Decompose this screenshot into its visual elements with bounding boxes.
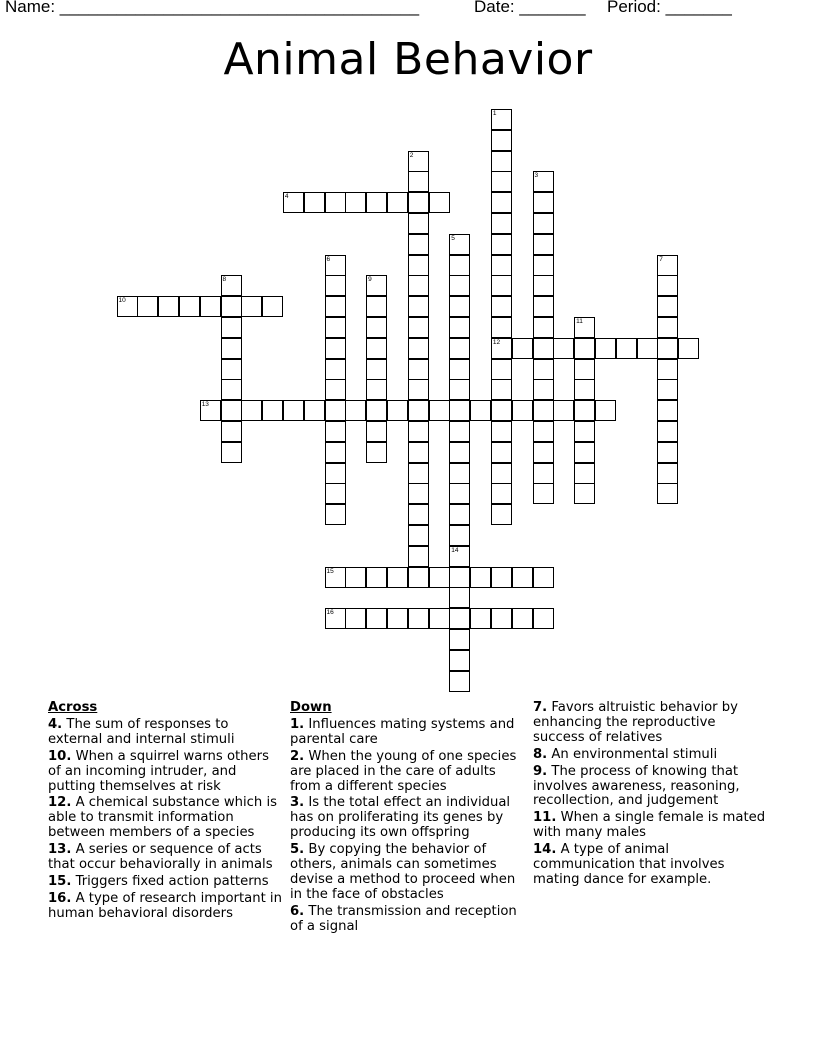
grid-cell[interactable] xyxy=(283,400,304,421)
grid-cell[interactable] xyxy=(533,255,554,276)
grid-cell[interactable] xyxy=(325,317,346,338)
across-clues xyxy=(48,701,284,924)
grid-cell[interactable] xyxy=(657,338,678,359)
clue-number: 12 xyxy=(492,338,501,346)
grid-cell[interactable] xyxy=(533,234,554,255)
grid-cell[interactable] xyxy=(221,400,242,421)
clue-across-10: 10. When a squirrel warns others of an incoming intruder, and putting themselves at risk xyxy=(48,748,269,794)
grid-cell[interactable] xyxy=(574,421,595,442)
clue-number: 15 xyxy=(326,567,334,575)
clue-number: 4 xyxy=(284,193,289,201)
grid-cell[interactable] xyxy=(574,400,595,421)
clue-number: 5 xyxy=(451,234,455,242)
grid-cell[interactable] xyxy=(387,608,408,629)
grid-cell[interactable] xyxy=(408,379,429,400)
grid-cell[interactable] xyxy=(449,442,470,463)
grid-cell[interactable] xyxy=(449,234,470,255)
grid-cell[interactable] xyxy=(533,213,554,234)
grid-cell[interactable] xyxy=(449,275,470,296)
grid-cell[interactable] xyxy=(304,400,325,421)
grid-cell[interactable] xyxy=(657,317,678,338)
grid-cell[interactable] xyxy=(429,567,450,588)
grid-cell[interactable] xyxy=(408,317,429,338)
clue-down-3: 3. Is the total effect an individual has on proliferating its genes by producing its own offspring xyxy=(290,795,511,841)
grid-cell[interactable] xyxy=(449,629,470,650)
grid-cell[interactable] xyxy=(387,400,408,421)
grid-cell[interactable] xyxy=(325,504,346,525)
clue-across-16: 16. A type of research important in human behavioral disorders xyxy=(48,890,282,921)
grid-cell[interactable] xyxy=(449,546,470,567)
grid-cell[interactable] xyxy=(491,109,512,130)
clue-number: 13 xyxy=(201,401,209,409)
name-field-label: Name: ______________________________________ xyxy=(5,0,420,16)
clue-down-9: 9. The process of knowing that involves awareness, reasoning, recollection, and judgement xyxy=(533,763,740,809)
grid-cell[interactable] xyxy=(408,608,429,629)
grid-cell[interactable] xyxy=(408,255,429,276)
grid-cell[interactable] xyxy=(449,671,470,692)
grid-cell[interactable] xyxy=(304,192,325,213)
grid-cell[interactable] xyxy=(491,400,512,421)
grid-cell[interactable] xyxy=(491,483,512,504)
grid-cell[interactable] xyxy=(345,567,366,588)
grid-cell[interactable] xyxy=(221,421,242,442)
grid-cell[interactable] xyxy=(491,442,512,463)
grid-cell[interactable] xyxy=(533,400,554,421)
grid-cell[interactable] xyxy=(449,421,470,442)
clue-down-11: 11. When a single female is mated with many males xyxy=(533,810,766,841)
grid-cell[interactable] xyxy=(449,650,470,671)
grid-cell[interactable] xyxy=(221,317,242,338)
clue-across-12: 12. A chemical substance which is able to transmit information between members of a species xyxy=(48,795,277,841)
grid-cell[interactable] xyxy=(366,608,387,629)
grid-cell[interactable] xyxy=(158,296,179,317)
clue-number: 11 xyxy=(576,318,583,325)
grid-cell[interactable] xyxy=(491,567,512,588)
clue-down-6: 6. The transmission and reception of a signal xyxy=(290,903,517,934)
grid-cell[interactable] xyxy=(408,359,429,380)
clue-number: 10 xyxy=(118,297,126,305)
grid-cell[interactable] xyxy=(533,608,554,629)
grid-cell[interactable] xyxy=(553,400,574,421)
grid-cell[interactable] xyxy=(449,379,470,400)
grid-cell[interactable] xyxy=(408,442,429,463)
clue-across-15: 15. Triggers fixed action patterns xyxy=(48,873,269,889)
grid-cell[interactable] xyxy=(241,296,262,317)
grid-cell[interactable] xyxy=(449,296,470,317)
grid-cell[interactable] xyxy=(470,400,491,421)
grid-cell[interactable] xyxy=(574,317,595,338)
grid-cell[interactable] xyxy=(657,483,678,504)
grid-cell[interactable] xyxy=(366,567,387,588)
grid-cell[interactable] xyxy=(491,192,512,213)
grid-cell[interactable] xyxy=(408,192,429,213)
grid-cell[interactable] xyxy=(470,608,491,629)
grid-cell[interactable] xyxy=(408,296,429,317)
grid-cell[interactable] xyxy=(241,400,262,421)
grid-cell[interactable] xyxy=(325,483,346,504)
clue-number: 2 xyxy=(409,151,414,159)
grid-cell[interactable] xyxy=(221,338,242,359)
grid-cell[interactable] xyxy=(449,338,470,359)
date-field-label: Date: _______ xyxy=(474,0,586,16)
page-title: Animal Behavior xyxy=(223,34,593,85)
grid-cell[interactable] xyxy=(449,463,470,484)
grid-cell[interactable] xyxy=(325,379,346,400)
clue-number: 16 xyxy=(326,609,334,617)
clue-down-2: 2. When the young of one species are placed in the care of adults from a different species xyxy=(290,748,517,794)
grid-cell[interactable] xyxy=(408,483,429,504)
clue-down-7: 7. Favors altruistic behavior by enhancing the reproductive success of relatives xyxy=(533,700,738,745)
grid-cell[interactable] xyxy=(491,296,512,317)
grid-cell[interactable] xyxy=(387,567,408,588)
grid-cell[interactable] xyxy=(221,359,242,380)
down-clues-column-2 xyxy=(533,701,769,890)
grid-cell[interactable] xyxy=(533,275,554,296)
grid-cell[interactable] xyxy=(262,400,283,421)
grid-cell[interactable] xyxy=(553,338,574,359)
clue-number: 3 xyxy=(534,172,539,180)
grid-cell[interactable] xyxy=(325,338,346,359)
grid-cell[interactable] xyxy=(491,379,512,400)
grid-cell[interactable] xyxy=(491,130,512,151)
grid-cell[interactable] xyxy=(657,255,678,276)
grid-cell[interactable] xyxy=(491,338,512,359)
grid-cell[interactable] xyxy=(325,421,346,442)
grid-cell[interactable] xyxy=(512,608,533,629)
clue-number: 9 xyxy=(368,276,372,284)
grid-cell[interactable] xyxy=(449,317,470,338)
clue-down-5: 5. By copying the behavior of others, animals can sometimes devise a method to proceed when in the face of obstacles xyxy=(290,842,516,902)
clue-number: 6 xyxy=(326,255,331,263)
grid-cell[interactable] xyxy=(657,400,678,421)
grid-cell[interactable] xyxy=(657,442,678,463)
grid-cell[interactable] xyxy=(429,608,450,629)
grid-cell[interactable] xyxy=(449,587,470,608)
grid-cell[interactable] xyxy=(345,400,366,421)
grid-cell[interactable] xyxy=(491,504,512,525)
grid-cell[interactable] xyxy=(325,608,346,629)
grid-cell[interactable] xyxy=(678,338,699,359)
grid-cell[interactable] xyxy=(574,483,595,504)
grid-cell[interactable] xyxy=(408,525,429,546)
clue-across-4: 4. The sum of responses to external and internal stimuli xyxy=(48,716,235,747)
grid-cell[interactable] xyxy=(533,317,554,338)
grid-cell[interactable] xyxy=(366,275,387,296)
grid-cell[interactable] xyxy=(533,483,554,504)
grid-cell[interactable] xyxy=(345,608,366,629)
grid-cell[interactable] xyxy=(200,400,221,421)
grid-cell[interactable] xyxy=(512,338,533,359)
grid-cell[interactable] xyxy=(449,483,470,504)
grid-cell[interactable] xyxy=(491,234,512,255)
grid-cell[interactable] xyxy=(325,255,346,276)
grid-cell[interactable] xyxy=(429,192,450,213)
grid-cell[interactable] xyxy=(408,567,429,588)
grid-cell[interactable] xyxy=(366,317,387,338)
grid-cell[interactable] xyxy=(533,463,554,484)
grid-cell[interactable] xyxy=(325,359,346,380)
grid-cell[interactable] xyxy=(449,504,470,525)
grid-cell[interactable] xyxy=(325,463,346,484)
grid-cell[interactable] xyxy=(657,463,678,484)
grid-cell[interactable] xyxy=(408,504,429,525)
grid-cell[interactable] xyxy=(345,192,366,213)
down-heading: Down xyxy=(290,700,332,715)
grid-cell[interactable] xyxy=(512,400,533,421)
grid-cell[interactable] xyxy=(449,255,470,276)
grid-cell[interactable] xyxy=(491,463,512,484)
grid-cell[interactable] xyxy=(408,213,429,234)
grid-cell[interactable] xyxy=(491,317,512,338)
grid-cell[interactable] xyxy=(574,442,595,463)
grid-cell[interactable] xyxy=(366,400,387,421)
down-clues-column-1 xyxy=(290,701,526,937)
grid-cell[interactable] xyxy=(533,338,554,359)
grid-cell[interactable] xyxy=(512,567,533,588)
grid-cell[interactable] xyxy=(117,296,138,317)
clue-across-13: 13. A series or sequence of acts that occur behaviorally in animals xyxy=(48,842,273,873)
grid-cell[interactable] xyxy=(657,379,678,400)
grid-cell[interactable] xyxy=(325,275,346,296)
grid-cell[interactable] xyxy=(366,379,387,400)
grid-cell[interactable] xyxy=(283,192,304,213)
grid-cell[interactable] xyxy=(533,421,554,442)
grid-cell[interactable] xyxy=(408,338,429,359)
grid-cell[interactable] xyxy=(637,338,658,359)
grid-cell[interactable] xyxy=(449,608,470,629)
grid-cell[interactable] xyxy=(262,296,283,317)
grid-cell[interactable] xyxy=(491,359,512,380)
grid-cell[interactable] xyxy=(449,525,470,546)
grid-cell[interactable] xyxy=(137,296,158,317)
grid-cell[interactable] xyxy=(387,192,408,213)
grid-cell[interactable] xyxy=(429,400,450,421)
grid-cell[interactable] xyxy=(470,567,491,588)
grid-cell[interactable] xyxy=(366,359,387,380)
clue-number: 7 xyxy=(659,255,663,263)
grid-cell[interactable] xyxy=(657,296,678,317)
grid-cell[interactable] xyxy=(221,275,242,296)
grid-cell[interactable] xyxy=(366,442,387,463)
grid-cell[interactable] xyxy=(491,151,512,172)
grid-cell[interactable] xyxy=(366,192,387,213)
clue-number: 8 xyxy=(222,276,227,284)
grid-cell[interactable] xyxy=(491,171,512,192)
grid-cell[interactable] xyxy=(491,421,512,442)
clue-down-14: 14. A type of animal communication that involves mating dance for example. xyxy=(533,842,725,887)
grid-cell[interactable] xyxy=(221,379,242,400)
grid-cell[interactable] xyxy=(491,255,512,276)
grid-cell[interactable] xyxy=(366,421,387,442)
clue-down-1: 1. Influences mating systems and parental care xyxy=(290,716,515,747)
grid-cell[interactable] xyxy=(574,338,595,359)
grid-cell[interactable] xyxy=(595,338,616,359)
grid-cell[interactable] xyxy=(616,338,637,359)
grid-cell[interactable] xyxy=(325,400,346,421)
grid-cell[interactable] xyxy=(325,567,346,588)
grid-cell[interactable] xyxy=(408,275,429,296)
grid-cell[interactable] xyxy=(533,379,554,400)
clue-number: 1 xyxy=(492,110,497,117)
grid-cell[interactable] xyxy=(657,275,678,296)
grid-cell[interactable] xyxy=(491,608,512,629)
grid-cell[interactable] xyxy=(533,442,554,463)
grid-cell[interactable] xyxy=(657,359,678,380)
grid-cell[interactable] xyxy=(491,213,512,234)
grid-cell[interactable] xyxy=(657,421,678,442)
grid-cell[interactable] xyxy=(595,400,616,421)
grid-cell[interactable] xyxy=(221,442,242,463)
grid-cell[interactable] xyxy=(408,234,429,255)
grid-cell[interactable] xyxy=(366,338,387,359)
grid-cell[interactable] xyxy=(408,400,429,421)
grid-cell[interactable] xyxy=(491,275,512,296)
grid-cell[interactable] xyxy=(533,192,554,213)
grid-cell[interactable] xyxy=(408,171,429,192)
across-heading: Across xyxy=(48,700,98,715)
grid-cell[interactable] xyxy=(449,400,470,421)
grid-cell[interactable] xyxy=(408,421,429,442)
grid-cell[interactable] xyxy=(325,442,346,463)
grid-cell[interactable] xyxy=(408,546,429,567)
grid-cell[interactable] xyxy=(179,296,200,317)
grid-cell[interactable] xyxy=(408,463,429,484)
grid-cell[interactable] xyxy=(200,296,221,317)
clue-number: 14 xyxy=(451,546,459,554)
grid-cell[interactable] xyxy=(574,379,595,400)
grid-cell[interactable] xyxy=(533,296,554,317)
grid-cell[interactable] xyxy=(533,359,554,380)
grid-cell[interactable] xyxy=(408,151,429,172)
grid-cell[interactable] xyxy=(574,359,595,380)
grid-cell[interactable] xyxy=(325,192,346,213)
grid-cell[interactable] xyxy=(533,171,554,192)
grid-cell[interactable] xyxy=(533,567,554,588)
grid-cell[interactable] xyxy=(449,567,470,588)
grid-cell[interactable] xyxy=(574,463,595,484)
clue-down-8: 8. An environmental stimuli xyxy=(533,746,718,762)
period-field-label: Period: _______ xyxy=(607,0,732,16)
grid-cell[interactable] xyxy=(449,359,470,380)
grid-cell[interactable] xyxy=(221,296,242,317)
grid-cell[interactable] xyxy=(325,296,346,317)
grid-cell[interactable] xyxy=(366,296,387,317)
